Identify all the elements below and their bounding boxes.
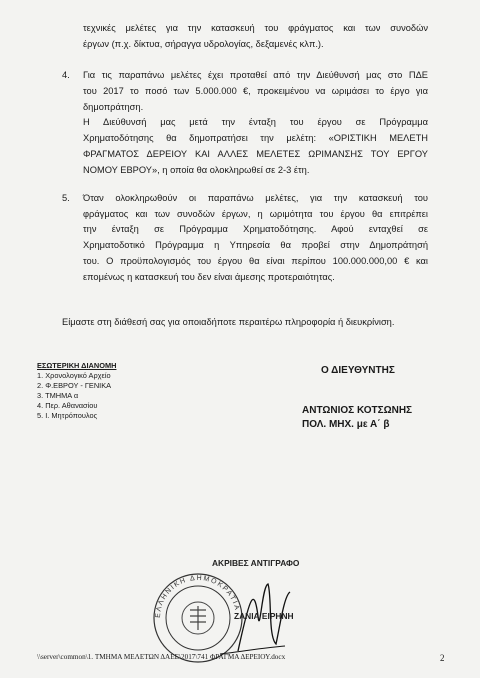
paragraph-line: Για τις παραπάνω μελέτες έχει προταθεί από την Διεύθυνσή μας στο ΠΔΕ <box>83 70 428 80</box>
paragraph-line: τεχνικές μελέτες για την κατασκευή του φράγματος και των συνοδών <box>83 23 428 33</box>
paragraph-line: ΝΟΜΟΥ ΕΒΡΟΥ», η οποία θα ολοκληρωθεί σε 2-3 έτη. <box>83 165 310 175</box>
page-number: 2 <box>440 653 445 663</box>
signature-name: ΑΝΤΩΝΙΟΣ ΚΟΤΣΩΝΗΣ <box>302 405 413 416</box>
paragraph-line: δημοπράτηση. <box>83 102 144 112</box>
distribution-item: 5. Ι. Μητρόπουλος <box>37 411 98 420</box>
paragraph-line: επομένως η κατασκευή του δεν είναι άμεσης προτεραιότητας. <box>83 272 335 282</box>
signature-role: Ο ΔΙΕΥΘΥΝΤΗΣ <box>321 365 395 376</box>
stamp-certified-label: ΑΚΡΙΒΕΣ ΑΝΤΙΓΡΑΦΟ <box>212 558 300 568</box>
paragraph-line: Χρηματοδοτικό Πρόγραμμα η Υπηρεσία θα προβεί στην Δημοπράτησή <box>83 240 428 250</box>
distribution-item: 3. ΤΜΗΜΑ α <box>37 391 79 400</box>
paragraph-line: φράγματος και των συνοδών έργων, η ωριμότητα του έργου θα επιτρέπει <box>83 209 428 219</box>
seal-text: ΕΛΛΗΝΙΚΗ ΔΗΜΟΚΡΑΤΙΑ <box>154 574 241 619</box>
distribution-item: 1. Χρονολογικό Αρχείο <box>37 371 111 380</box>
paragraph-line: έργων (π.χ. δίκτυα, σήραγγα υδρολογίας, δεξαμενές κλπ.). <box>83 39 324 49</box>
signature-title: ΠΟΛ. ΜΗΧ. με Α΄ β <box>302 419 390 430</box>
paragraph-line: του. Ο προϋπολογισμός του έργου θα είναι περίπου 100.000.000,00 € και <box>83 256 428 266</box>
footer-file-path: \\server\common\1. ΤΜΗΜΑ ΜΕΛΕΤΩΝ ΔΑΕΕ\2017\741 ΦΡΑΓΜΑ ΔΕΡΕΙΟΥ.docx <box>37 653 286 661</box>
paragraph-line: Η Διεύθυνσή μας μετά την ένταξη του έργου σε Πρόγραμμα <box>83 117 428 127</box>
paragraph-line: την ένταξη σε Πρόγραμμα Χρηματοδότησης. Αφού ενταχθεί σε <box>83 224 428 234</box>
distribution-item: 2. Φ.ΕΒΡΟΥ - ΓΕΝΙΚΑ <box>37 381 112 390</box>
item-number: 4. <box>62 70 70 80</box>
distribution-title: ΕΣΩΤΕΡΙΚΗ ΔΙΑΝΟΜΗ <box>37 361 117 370</box>
closing-sentence: Είμαστε στη διάθεσή σας για οποιαδήποτε περαιτέρω πληροφορία ή διευκρίνιση. <box>62 317 395 327</box>
paragraph-line: ΦΡΑΓΜΑΤΟΣ ΔΕΡΕΙΟΥ ΚΑΙ ΑΛΛΕΣ ΜΕΛΕΤΕΣ ΩΡΙΜΑΝΣΗΣ ΤΟΥ ΕΡΓΟΥ <box>83 149 428 159</box>
stamp-clerk-name: ΖΑΝΙΑ ΕΙΡΗΝΗ <box>234 611 294 621</box>
paragraph-line: του 2017 το ποσό των 5.000.000 €, προκειμένου να ωριμάσει το έργο για <box>83 86 428 96</box>
paragraph-line: Χρηματοδότησης θα δημοπρατήσει την μελέτη: «ΟΡΙΣΤΙΚΗ ΜΕΛΕΤΗ <box>83 133 428 143</box>
paragraph-line: Όταν ολοκληρωθούν οι παραπάνω μελέτες, για την κατασκευή του <box>83 193 428 203</box>
item-number: 5. <box>62 193 70 203</box>
distribution-item: 4. Περ. Αθανασίου <box>37 401 98 410</box>
